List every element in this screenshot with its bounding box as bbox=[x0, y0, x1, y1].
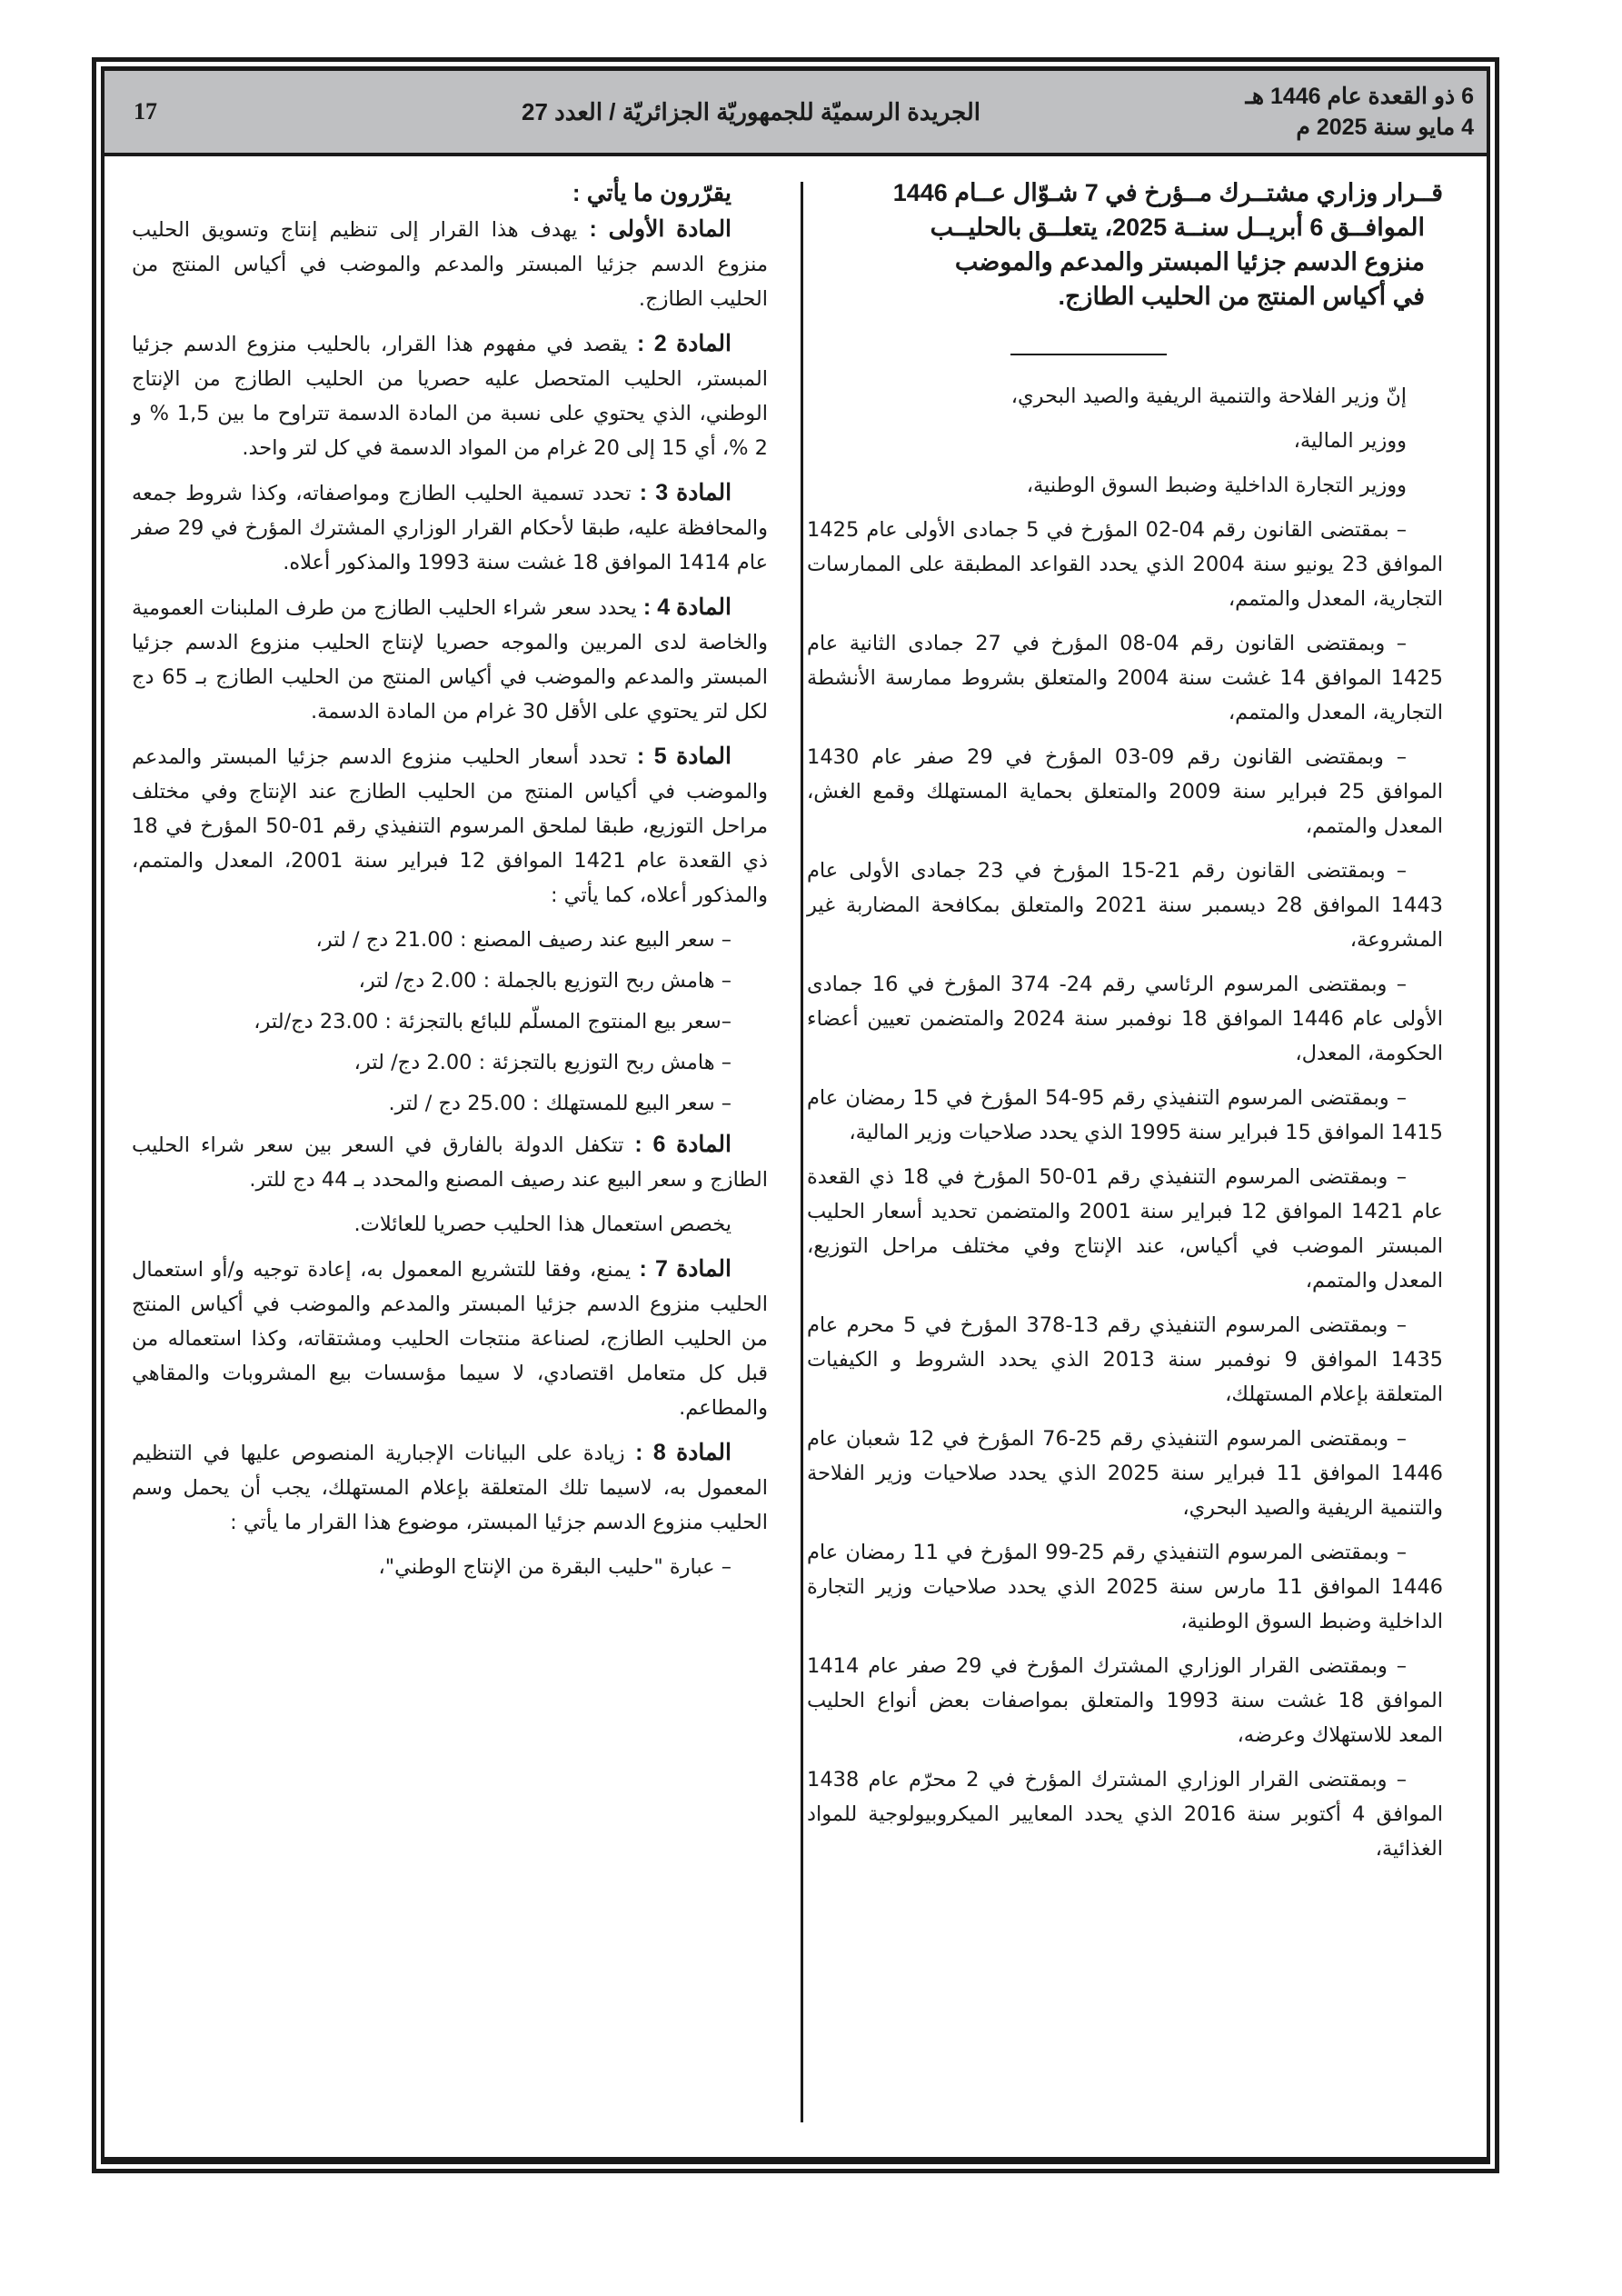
article-8 bbox=[132, 1435, 768, 1540]
citation-paragraph: – وبمقتضى المرسوم التنفيذي رقم 25-76 المؤرخ في 12 شعبان عام 1446 الموافق 11 فبراير سنة 2025 الذي يحدد صلاحيات وزير الفلاحة والتنمية الريفية والصيد البحري، bbox=[807, 1427, 1443, 1520]
page-inner-frame bbox=[101, 66, 1490, 2164]
price-item: – سعر البيع للمستهلك : 25.00 دج / لتر. bbox=[388, 1092, 731, 1115]
article-label: المادة 8 : bbox=[635, 1440, 731, 1465]
page-frame bbox=[92, 57, 1499, 2173]
citation-paragraph: – وبمقتضى القرار الوزاري المشترك المؤرخ في 2 محرّم عام 1438 الموافق 4 أكتوبر سنة 2016 الذي يحدد المعايير الميكروبيولوجية للمواد الغذائية، bbox=[807, 1768, 1443, 1861]
article-text: يمنع، وفقا للتشريع المعمول به، إعادة توجيه و/أو استعمال الحليب منزوع الدسم جزئيا المبستر والمدعم والموضب في أكياس المنتج من الحليب الطازج، لصناعة منتجات الحليب ومشتقاته، وكذا استعماله من قبل كل متعامل اقتصادي، لا سيما مؤسسات بيع المشروبات والمقاهي والمطاعم. bbox=[132, 1258, 768, 1420]
article-6 bbox=[132, 1127, 768, 1197]
citation-paragraph: – وبمقتضى القانون رقم 04-08 المؤرخ في 27 جمادى الثانية عام 1425 الموافق 14 غشت سنة 2004 والمتعلق بشروط ممارسة الأنشطة التجارية، المعدل والمتمم، bbox=[807, 632, 1443, 724]
decree-title-line: منزوع الدسم جزئيا المبستر والمدعم والموضب bbox=[954, 248, 1425, 275]
preamble-line: إنّ وزير الفلاحة والتنمية الريفية والصيد البحري، bbox=[1010, 384, 1407, 408]
gregorian-date: 4 مايو سنة 2025 م bbox=[1296, 115, 1474, 140]
decree-title bbox=[807, 175, 1443, 314]
article-7 bbox=[132, 1252, 768, 1425]
price-item: –سعر بيع المنتوج المسلّم للبائع بالتجزئة : 23.00 دج/لتر، bbox=[254, 1010, 731, 1033]
price-item: – هامش ربح التوزيع بالجملة : 2.00 دج/ لتر، bbox=[358, 969, 731, 993]
article-text: يهدف هذا القرار إلى تنظيم إنتاج وتسويق الحليب منزوع الدسم جزئيا المبستر والمدعم والموضب في أكياس المنتج من الحليب الطازج. bbox=[132, 218, 768, 311]
preamble-line: ووزير المالية، bbox=[1293, 429, 1407, 453]
article-text: تحدد تسمية الحليب الطازج ومواصفاته، وكذا شروط جمعه والمحافظة عليه، طبقا لأحكام القرار الوزاري المشترك المؤرخ في 29 صفر عام 1414 الموافق 18 غشت سنة 1993 والمذكور أعلاه. bbox=[132, 482, 769, 574]
article-text: يحدد سعر شراء الحليب الطازج من طرف الملبنات العمومية والخاصة لدى المربين والموجه حصريا لإنتاج الحليب منزوع الدسم جزئيا المبستر والمدعم والموضب في أكياس المنتج من الحليب الطازج بـ 65 دج لكل لتر يحتوي على الأقل 30 غرام من المادة الدسمة. bbox=[132, 596, 768, 724]
decide-heading: يقرّرون ما يأتي : bbox=[572, 179, 731, 206]
citation-paragraph: – وبمقتضى القانون رقم 21-15 المؤرخ في 23 جمادى الأولى عام 1443 الموافق 28 ديسمبر سنة 2021 والمتعلق بمكافحة المضاربة غير المشروعة، bbox=[807, 859, 1443, 952]
citation-paragraph: – وبمقتضى المرسوم التنفيذي رقم 13-378 المؤرخ في 5 محرم عام 1435 الموافق 9 نوفمبر سنة 2013 الذي يحدد الشروط و الكيفيات المتعلقة بإعلام المستهلك، bbox=[807, 1313, 1443, 1406]
citation-paragraph: – وبمقتضى القانون رقم 09-03 المؤرخ في 29 صفر عام 1430 الموافق 25 فبراير سنة 2009 والمتعلق بحماية المستهلك وقمع الغش، المعدل والمتمم، bbox=[807, 745, 1443, 838]
citation-paragraph: – وبمقتضى المرسوم التنفيذي رقم 95-54 المؤرخ في 15 رمضان عام 1415 الموافق 15 فبراير سنة 1995 الذي يحدد صلاحيات وزير المالية، bbox=[807, 1086, 1443, 1144]
article-6-note: يخصص استعمال هذا الحليب حصريا للعائلات. bbox=[353, 1213, 731, 1236]
article-label: المادة 2 : bbox=[637, 331, 731, 356]
left-column bbox=[132, 175, 768, 1591]
label-requirement-item: – عبارة "حليب البقرة من الإنتاج الوطني"، bbox=[378, 1555, 731, 1579]
article-5 bbox=[132, 739, 768, 913]
article-text: تحدد أسعار الحليب منزوع الدسم جزئيا المبستر والمدعم والموضب في أكياس المنتج من الحليب الطازج عند الإنتاج وفي مختلف مراحل التوزيع، طبقا لملحق المرسوم التنفيذي رقم 01-50 المؤرخ في 18 ذي القعدة عام 1421 الموافق 12 فبراير سنة 2001، المعدل والمتمم، والمذكور أعلاه، كما يأتي : bbox=[132, 745, 768, 907]
citation-paragraph: – وبمقتضى القرار الوزاري المشترك المؤرخ في 29 صفر عام 1414 الموافق 18 غشت سنة 1993 والمتعلق بمواصفات بعض أنواع الحليب المعد للاستهلاك وعرضه، bbox=[807, 1654, 1443, 1747]
right-column bbox=[807, 175, 1443, 1876]
article-2 bbox=[132, 326, 768, 465]
publication-title: الجريدة الرسميّة للجمهوريّة الجزائريّة / العدد 27 bbox=[521, 97, 981, 125]
article-label: المادة 3 : bbox=[639, 480, 732, 505]
decree-title-line: في أكياس المنتج من الحليب الطازج. bbox=[1058, 283, 1425, 310]
decree-title-line: الموافــق 6 أبريــل سنــة 2025، يتعلــق بالحليــب bbox=[930, 214, 1425, 241]
page-number: 17 bbox=[134, 98, 157, 125]
article-label: المادة الأولى : bbox=[589, 216, 732, 242]
issue-date bbox=[1123, 81, 1487, 143]
article-label: المادة 4 : bbox=[642, 594, 731, 620]
decree-title-line: قــرار وزاري مشتــرك مــؤرخ في 7 شـوّال عــام 1446 bbox=[892, 179, 1443, 206]
article-1 bbox=[132, 212, 768, 316]
column-divider bbox=[801, 182, 803, 2122]
article-label: المادة 5 : bbox=[636, 744, 731, 769]
article-label: المادة 6 : bbox=[634, 1132, 731, 1157]
article-text: تتكفل الدولة بالفارق في السعر بين سعر شراء الحليب الطازج و سعر البيع عند رصيف المصنع والمحدد بـ 44 دج للتر. bbox=[132, 1133, 768, 1192]
article-3 bbox=[132, 475, 768, 580]
article-4 bbox=[132, 590, 768, 729]
article-text: يقصد في مفهوم هذا القرار، بالحليب منزوع الدسم جزئيا المبستر، الحليب المتحصل عليه حصريا من الحليب الطازج من الإنتاج الوطني، الذي يحتوي على نسبة من المادة الدسمة تتراوح ما بين 1,5 % و 2 %، أي 15 إلى 20 غرام من المواد الدسمة في كل لتر واحد. bbox=[132, 333, 768, 460]
article-label: المادة 7 : bbox=[639, 1256, 732, 1282]
citation-paragraph: – وبمقتضى المرسوم التنفيذي رقم 01-50 المؤرخ في 18 ذي القعدة عام 1421 الموافق 12 فبراير سنة 2001 والمتضمن تحديد أسعار الحليب المبستر الموضب في أكياس، عند الإنتاج وفي مختلف مراحل التوزيع، المعدل والمتمم، bbox=[807, 1165, 1443, 1293]
citation-paragraph: – وبمقتضى المرسوم الرئاسي رقم 24- 374 المؤرخ في 16 جمادى الأولى عام 1446 الموافق 18 نوفمبر سنة 2024 والمتضمن تعيين أعضاء الحكومة، المعدل، bbox=[807, 973, 1444, 1065]
price-item: – هامش ربح التوزيع بالتجزئة : 2.00 دج/ لتر، bbox=[353, 1051, 731, 1074]
price-item: – سعر البيع عند رصيف المصنع : 21.00 دج / لتر، bbox=[315, 928, 731, 952]
citation-paragraph: – وبمقتضى المرسوم التنفيذي رقم 25-99 المؤرخ في 11 رمضان عام 1446 الموافق 11 مارس سنة 2025 الذي يحدد صلاحيات وزير التجارة الداخلية وضبط السوق الوطنية، bbox=[807, 1541, 1443, 1633]
page-header bbox=[104, 71, 1487, 156]
title-separator-rule bbox=[1010, 354, 1167, 355]
preamble-line: ووزير التجارة الداخلية وضبط السوق الوطنية، bbox=[1026, 474, 1407, 497]
hijri-date: 6 ذو القعدة عام 1446 هـ bbox=[1245, 84, 1474, 109]
citation-paragraph: – بمقتضى القانون رقم 04-02 المؤرخ في 5 جمادى الأولى عام 1425 الموافق 23 يونيو سنة 2004 الذي يحدد القواعد المطبقة على الممارسات التجارية، المعدل والمتمم، bbox=[807, 518, 1443, 611]
article-text: زيادة على البيانات الإجبارية المنصوص عليها في التنظيم المعمول به، لاسيما تلك المتعلقة بإعلام المستهلك، يجب أن يحمل وسم الحليب منزوع الدسم جزئيا المبستر، موضوع هذا القرار ما يأتي : bbox=[132, 1442, 768, 1534]
